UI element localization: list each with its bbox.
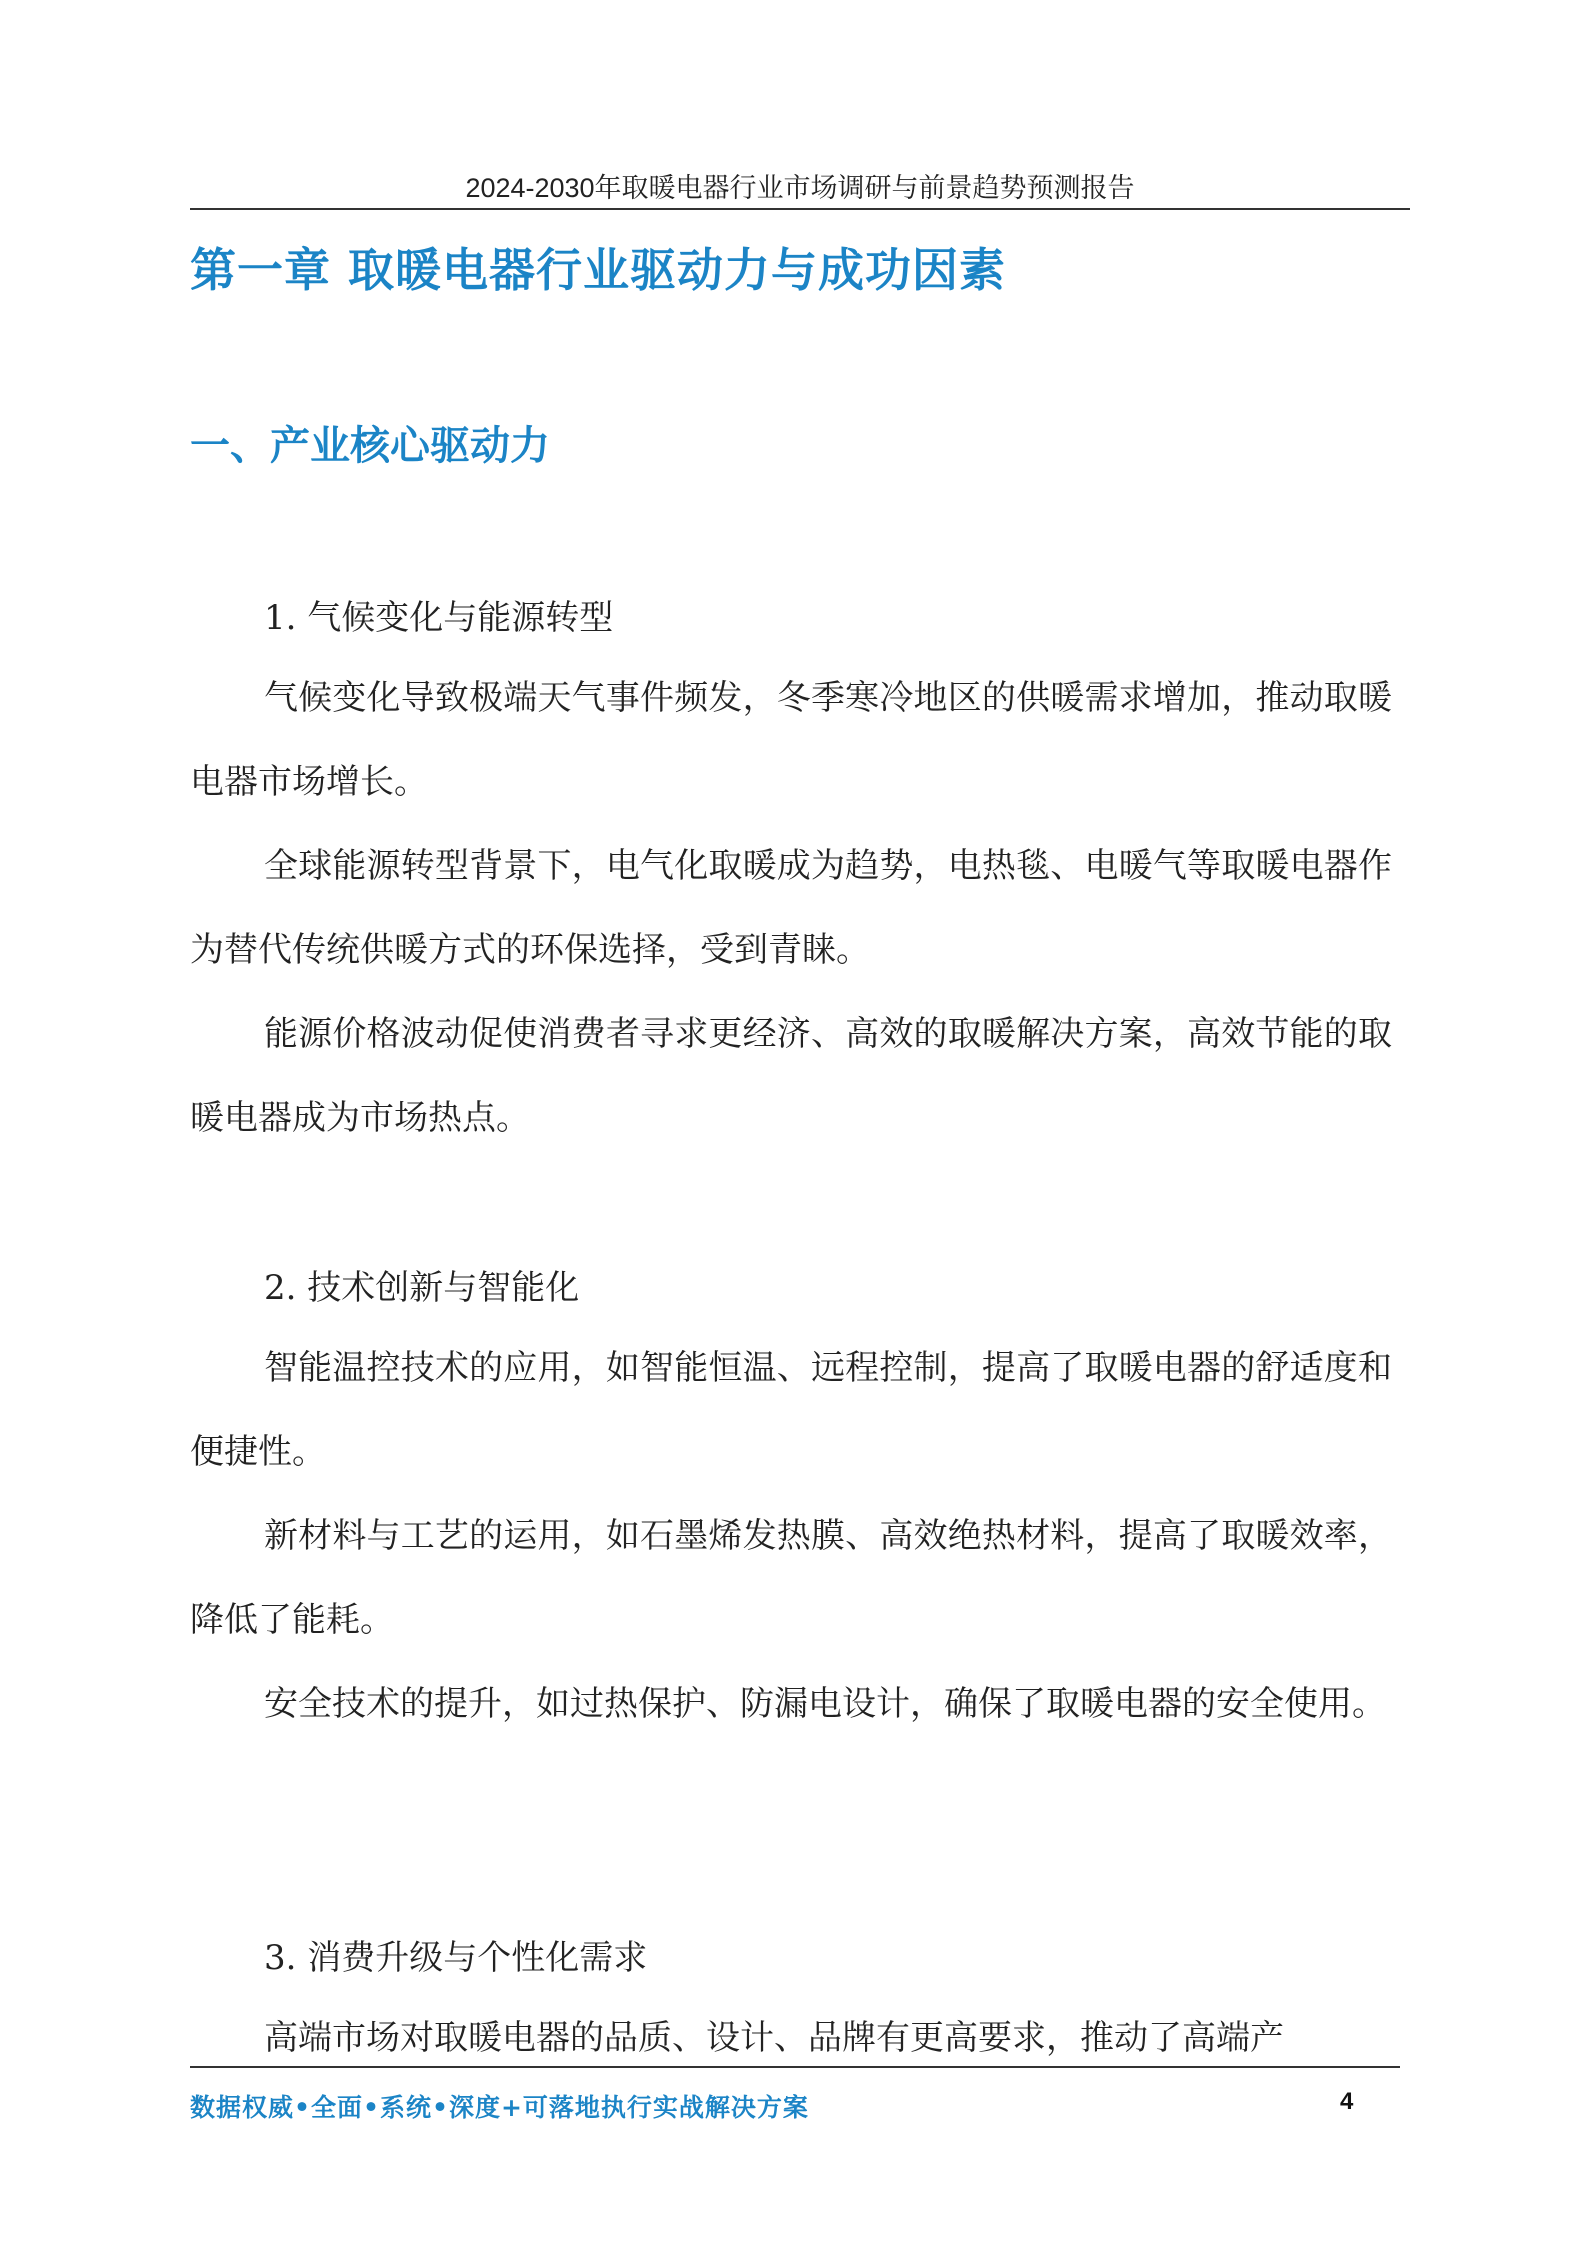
- chapter-title: 第一章 取暖电器行业驱动力与成功因素: [190, 243, 1007, 297]
- subsection-heading-1: 1. 气候变化与能源转型: [264, 598, 614, 638]
- footer-divider: [190, 2066, 1400, 2068]
- header-divider: [190, 208, 1410, 210]
- paragraph: 新材料与工艺的运用，如石墨烯发热膜、高效绝热材料，提高了取暖效率，降低了能耗。: [190, 1516, 1392, 1640]
- running-header-title: 2024-2030年取暖电器行业市场调研与前景趋势预测报告: [465, 173, 1135, 203]
- paragraph: 气候变化导致极端天气事件频发，冬季寒冷地区的供暖需求增加，推动取暖电器市场增长。: [190, 678, 1392, 802]
- subsection-heading-3: 3. 消费升级与个性化需求: [264, 1938, 648, 1978]
- paragraph: 高端市场对取暖电器的品质、设计、品牌有更高要求，推动了高端产: [264, 2018, 1284, 2058]
- page-number: 4: [1340, 2088, 1354, 2115]
- paragraph: 能源价格波动促使消费者寻求更经济、高效的取暖解决方案，高效节能的取暖电器成为市场热点。: [190, 1014, 1392, 1138]
- paragraph: 全球能源转型背景下，电气化取暖成为趋势，电热毯、电暖气等取暖电器作为替代传统供暖方式的环保选择，受到青睐。: [190, 846, 1392, 970]
- section-title: 一、产业核心驱动力: [190, 423, 550, 469]
- footer-slogan: 数据权威•全面•系统•深度+可落地执行实战解决方案: [190, 2093, 809, 2122]
- paragraph: 智能温控技术的应用，如智能恒温、远程控制，提高了取暖电器的舒适度和便捷性。: [190, 1348, 1392, 1472]
- paragraph: 安全技术的提升，如过热保护、防漏电设计，确保了取暖电器的安全使用。: [264, 1684, 1386, 1724]
- subsection-heading-2: 2. 技术创新与智能化: [264, 1268, 580, 1308]
